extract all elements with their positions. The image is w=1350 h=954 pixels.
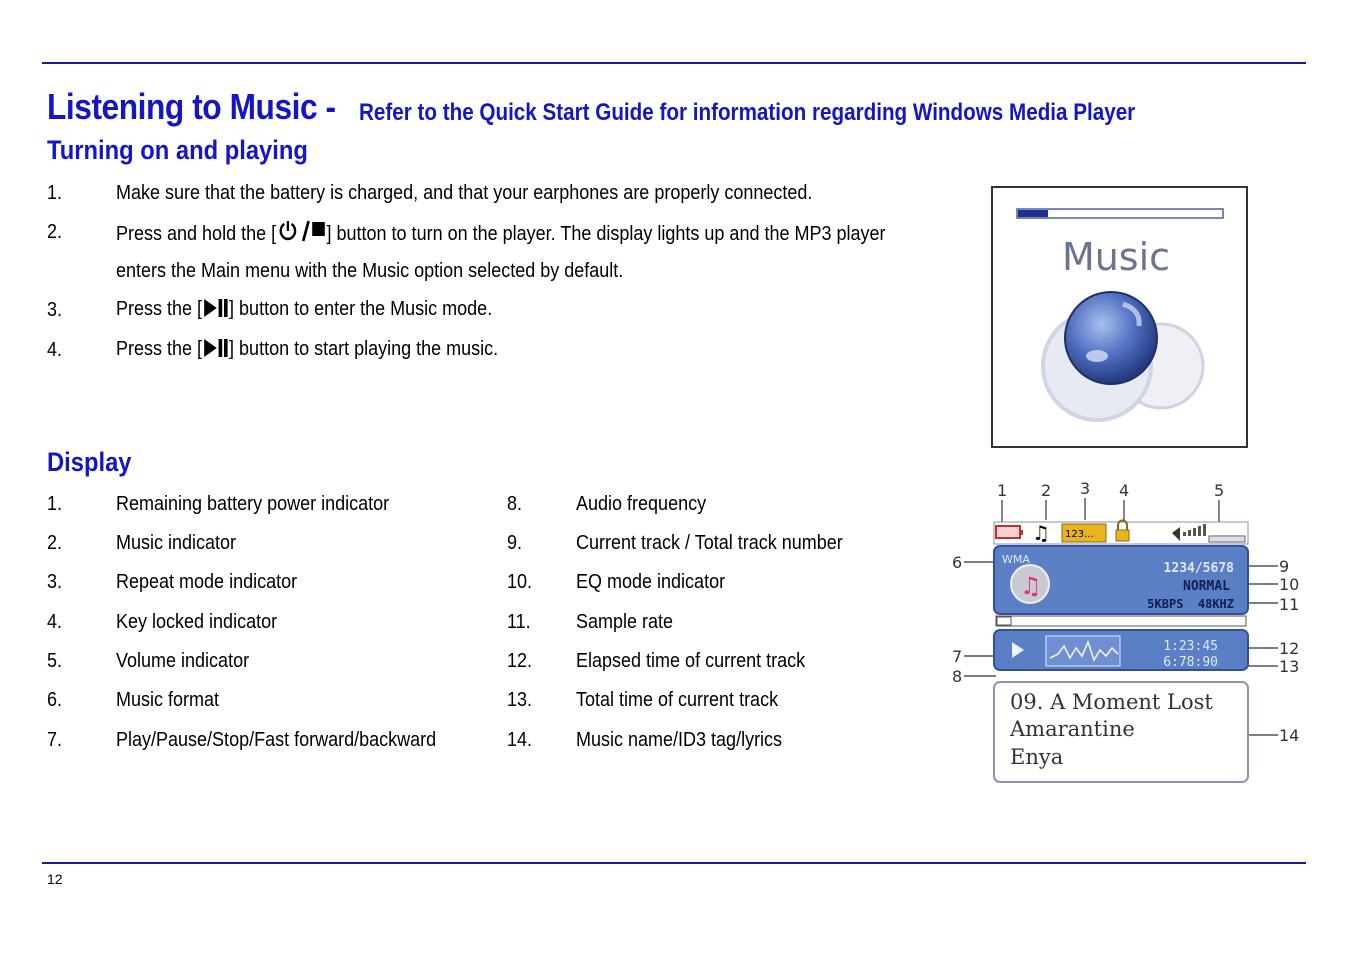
step-text: Press the [ ] button to start playing the music. <box>116 338 498 364</box>
list-item: Audio frequency <box>576 493 707 515</box>
callout-label: 12 <box>1279 639 1300 658</box>
play-pause-icon <box>202 338 229 364</box>
repeat-mode-icon: 123... <box>1065 529 1094 540</box>
list-number: 10. <box>507 571 533 593</box>
play-pause-icon <box>202 298 229 324</box>
heading-turning-on: Turning on and playing <box>47 135 308 165</box>
list-item: Remaining battery power indicator <box>116 493 390 515</box>
callout-label: 7 <box>952 647 963 666</box>
step-text: Press the [ ] button to enter the Music mode. <box>116 298 492 324</box>
step-text: Make sure that the battery is charged, and that your earphones are properly connected. <box>116 182 813 204</box>
elapsed-time: 1:23:45 <box>1163 639 1218 654</box>
callout-label: 8 <box>952 667 963 686</box>
svg-text:♫: ♫ <box>1020 572 1042 600</box>
callout-label: 1 <box>997 481 1008 500</box>
track-number: 1234/5678 <box>1163 561 1234 576</box>
music-ball-icon <box>1065 292 1157 384</box>
list-number: 5. <box>47 650 63 672</box>
callout-label: 10 <box>1279 575 1300 594</box>
music-note-icon: ♫ <box>1032 521 1050 545</box>
step-text: Press and hold the [ ] button to turn on the player. The display lights up and the MP3 player <box>116 219 886 249</box>
step-text-continued: enters the Main menu with the Music option selected by default. <box>116 260 624 282</box>
page-number: 12 <box>47 871 63 887</box>
song-artist-line: Enya <box>1010 745 1064 769</box>
song-title-line: 09. A Moment Lost <box>1010 690 1213 714</box>
list-number: 9. <box>507 532 523 554</box>
list-item: Current track / Total track number <box>576 532 843 554</box>
step-number: 4. <box>47 339 63 361</box>
callout-label: 6 <box>952 553 963 572</box>
list-number: 6. <box>47 689 63 711</box>
list-item: Music name/ID3 tag/lyrics <box>576 729 783 751</box>
list-number: 7. <box>47 729 63 751</box>
callout-label: 14 <box>1279 726 1300 745</box>
callout-label: 9 <box>1279 557 1290 576</box>
menu-music-label: Music <box>1061 235 1171 279</box>
list-item: Sample rate <box>576 611 674 633</box>
list-number: 2. <box>47 532 63 554</box>
list-number: 8. <box>507 493 523 515</box>
top-rule <box>42 62 1306 64</box>
power-stop-icon <box>276 219 326 249</box>
page-title <box>47 86 1136 128</box>
music-format-label: WMA <box>1002 553 1030 566</box>
music-menu-screen <box>991 186 1248 448</box>
list-item: Music indicator <box>116 532 237 554</box>
song-album-line: Amarantine <box>1010 717 1135 741</box>
lock-icon <box>1116 530 1129 541</box>
eq-mode: NORMAL <box>1183 579 1230 594</box>
step-number: 2. <box>47 221 63 243</box>
total-time: 6:78:90 <box>1163 655 1218 670</box>
list-item: EQ mode indicator <box>576 571 726 593</box>
list-item: Music format <box>116 689 220 711</box>
list-item: Elapsed time of current track <box>576 650 806 672</box>
list-number: 3. <box>47 571 63 593</box>
step-number: 3. <box>47 299 63 321</box>
step-number: 1. <box>47 182 63 204</box>
list-number: 13. <box>507 689 533 711</box>
title-subtitle: Refer to the Quick Start Guide for information regarding Windows Media Player <box>359 99 1136 126</box>
list-item: Total time of current track <box>576 689 779 711</box>
list-number: 14. <box>507 729 533 751</box>
list-item: Volume indicator <box>116 650 250 672</box>
callout-label: 13 <box>1279 657 1300 676</box>
callout-label: 2 <box>1041 481 1052 500</box>
callout-label: 4 <box>1119 481 1130 500</box>
bottom-rule <box>42 862 1306 864</box>
playback-screen-diagram <box>950 478 1306 788</box>
callout-label: 11 <box>1279 595 1300 614</box>
menu-progress-fill <box>1018 210 1048 217</box>
list-number: 12. <box>507 650 533 672</box>
list-item: Repeat mode indicator <box>116 571 298 593</box>
list-item: Play/Pause/Stop/Fast forward/backward <box>116 729 437 751</box>
callout-label: 5 <box>1214 481 1225 500</box>
list-item: Key locked indicator <box>116 611 278 633</box>
list-number: 1. <box>47 493 63 515</box>
list-number: 11. <box>507 611 531 633</box>
title-main: Listening to Music - <box>47 86 336 127</box>
battery-icon <box>996 526 1020 538</box>
sample-rate: 5KBPS 48KHZ <box>1147 597 1234 611</box>
list-number: 4. <box>47 611 63 633</box>
callout-label: 3 <box>1080 479 1091 498</box>
heading-display: Display <box>47 447 132 477</box>
